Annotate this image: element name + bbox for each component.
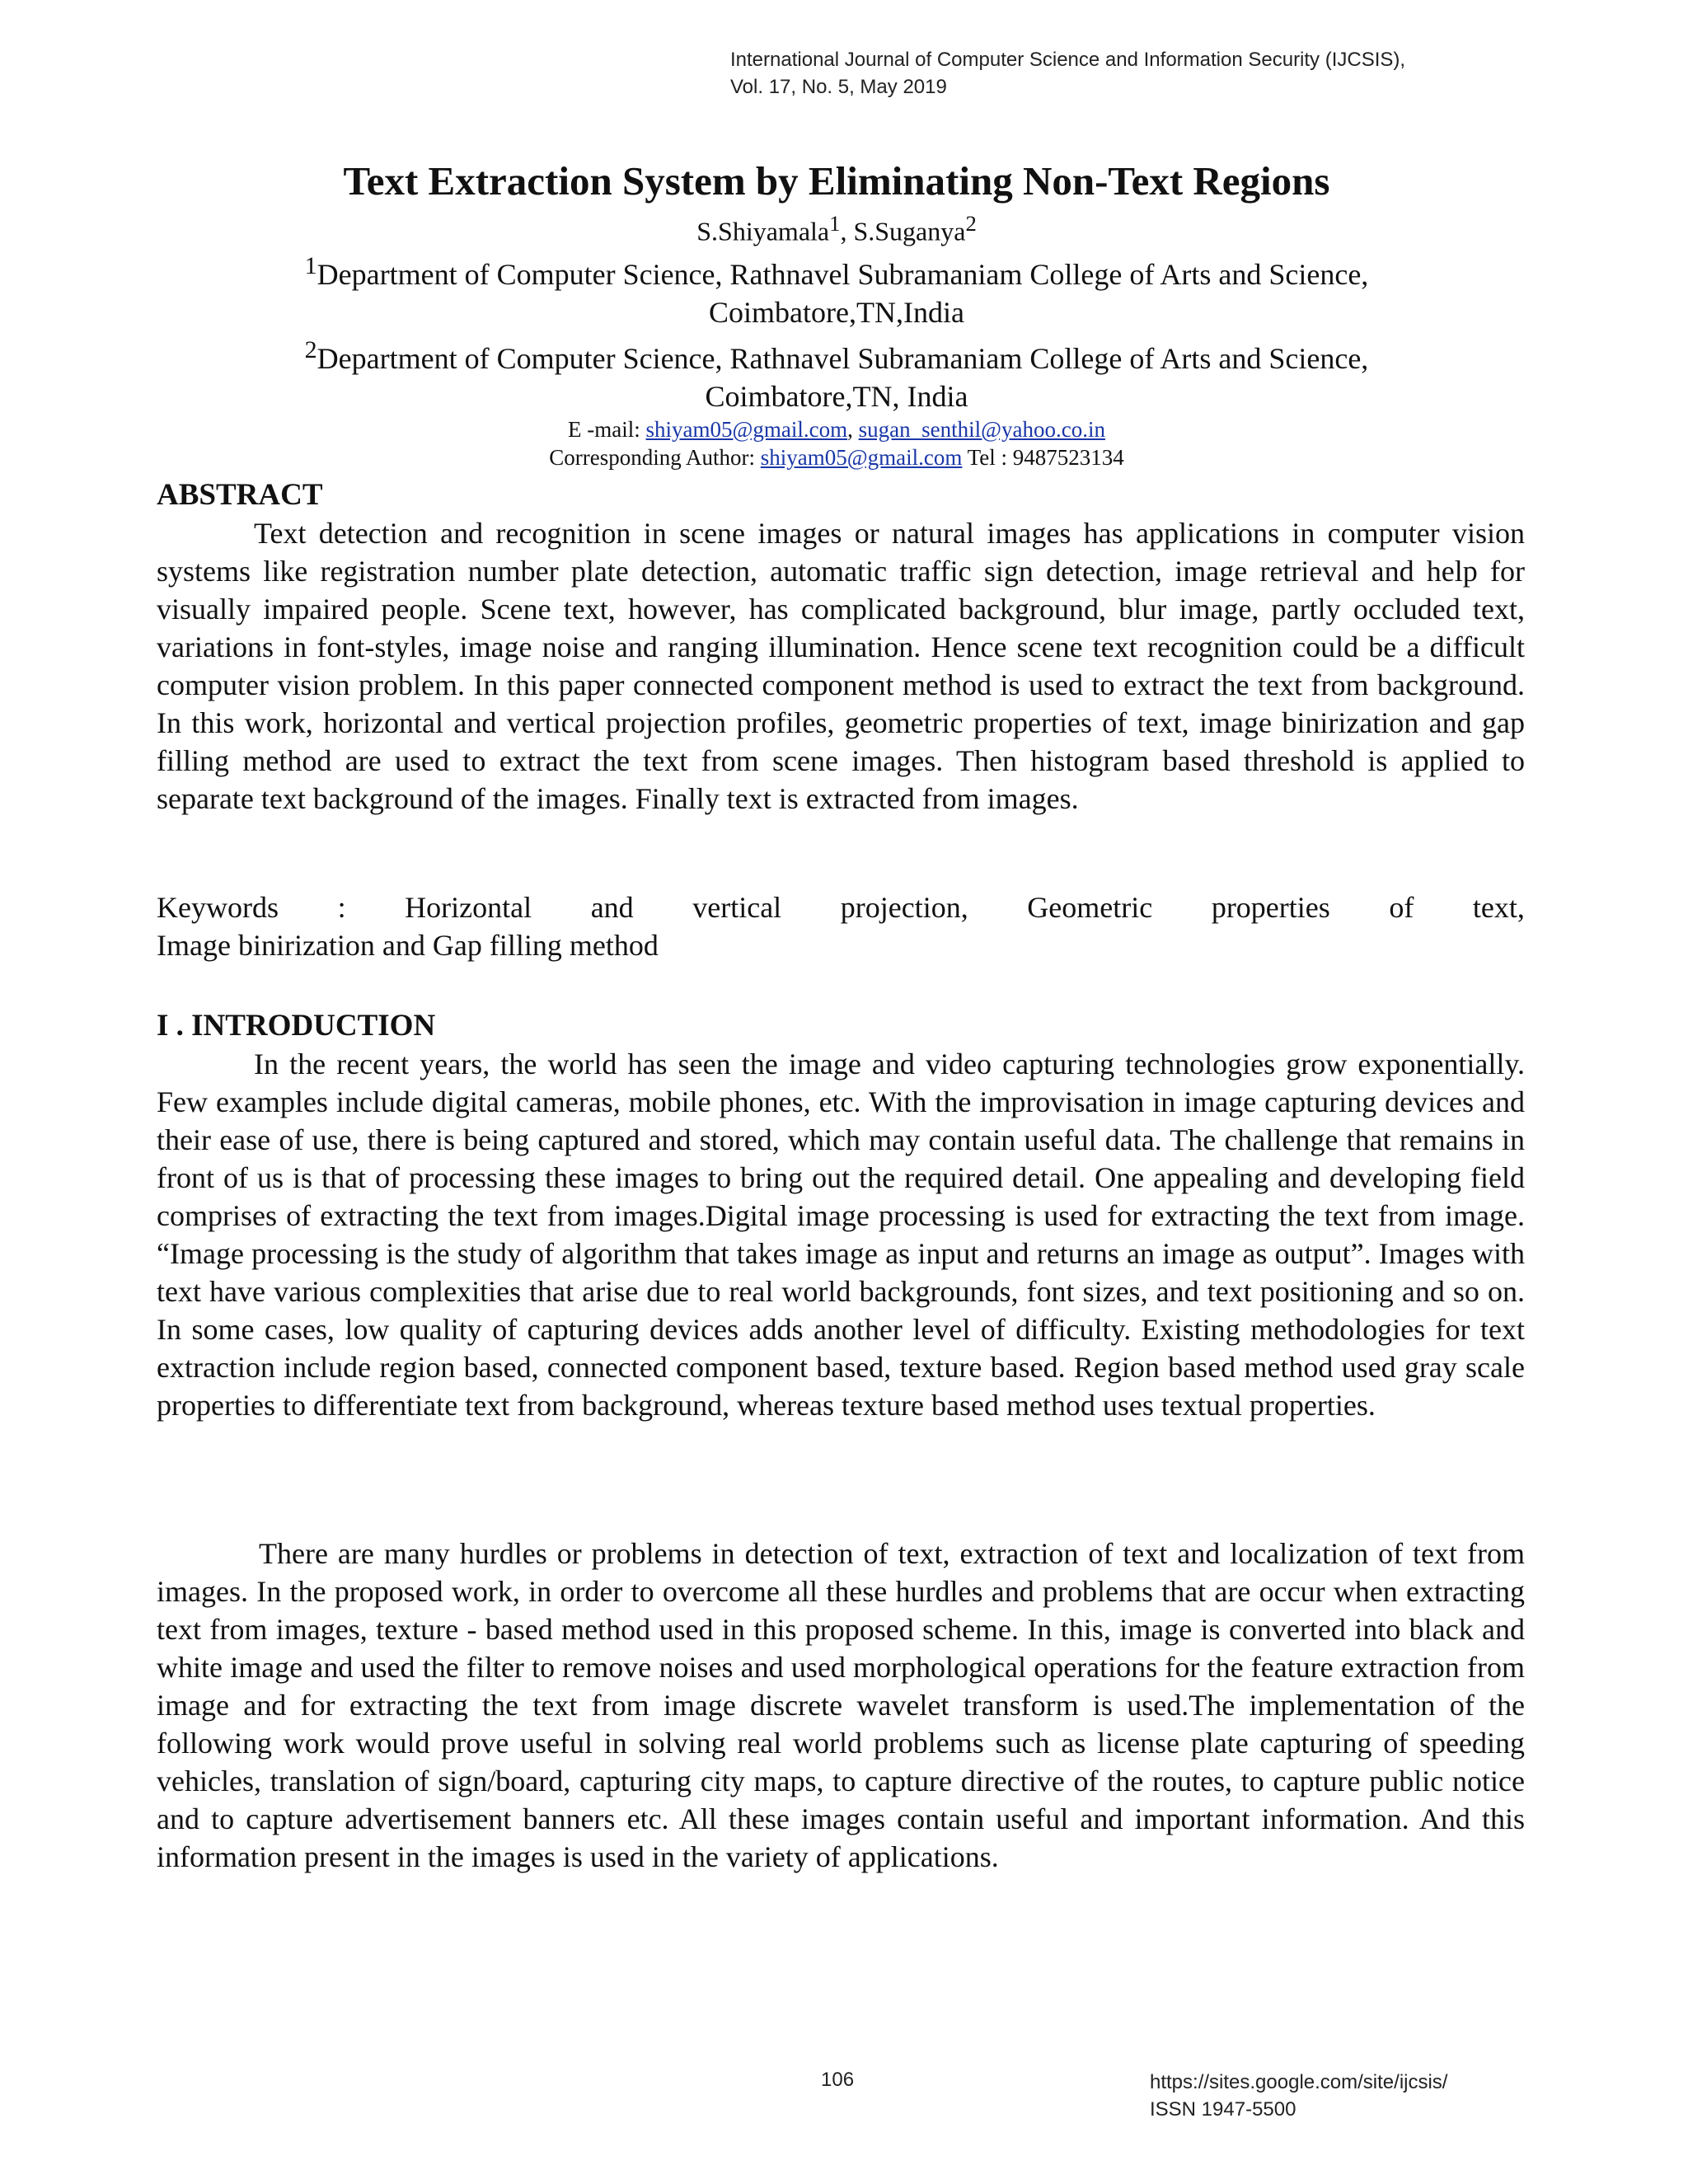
- keyword-word: :: [337, 891, 346, 924]
- author-separator: ,: [840, 216, 854, 246]
- authors: [148, 208, 1525, 247]
- affiliation-2: [148, 331, 1525, 415]
- corresponding-author-line: [148, 443, 1525, 471]
- corresponding-tel: Tel : 9487523134: [962, 444, 1124, 470]
- abstract-section: [157, 476, 1525, 818]
- email-link-1[interactable]: shiyam05@gmail.com: [645, 416, 848, 442]
- affiliation-1-line1: Department of Computer Science, Rathnavel Subramaniam College of Arts and Science,: [316, 257, 1369, 291]
- author-1-sup: 1: [829, 211, 841, 236]
- page-number: 106: [821, 2069, 855, 2091]
- author-1: S.Shiyamala: [696, 216, 830, 246]
- introduction-paragraph-2: There are many hurdles or problems in detection of text, extraction of text and localization of text from images. In the proposed work, in order to overcome all these hurdles and problems that are occur when extracting text from images, texture - based method used in this proposed scheme. In this, image is converted into black and white image and used the filter to remove noises and used morphological operations for the feature extraction from image and for extracting the text from image discrete wavelet transform is used.The implementation of the following work would prove useful in solving real world problems such as license plate capturing of speeding vehicles, translation of sign/board, capturing city maps, to capture directive of the routes, to capture public notice and to capture advertisement banners etc. All these images contain useful and important information. And this information present in the images is used in the variety of applications.: [157, 1537, 1525, 1873]
- keyword-word: vertical: [692, 891, 782, 924]
- abstract-text: Text detection and recognition in scene images or natural images has applications in computer vision systems like registration number plate detection, automatic traffic sign detection, image retrieval and help for visually impaired people. Scene text, however, has complicated background, blur image, partly occluded text, variations in font-styles, image noise and ranging illumination. Hence scene text recognition could be a difficult computer vision problem. In this paper connected component method is used to extract the text from background. In this work, horizontal and vertical projection profiles, geometric properties of text, image binirization and gap filling method are used to extract the text from scene images. Then histogram based threshold is applied to separate text background of the images. Finally text is extracted from images.: [157, 517, 1525, 815]
- keyword-word: Keywords: [157, 891, 279, 924]
- keywords-line-2: Image binirization and Gap filling method: [157, 929, 659, 962]
- journal-name: International Journal of Computer Science and Information Security (IJCSIS),: [730, 49, 1406, 71]
- keywords-section: [157, 888, 1525, 964]
- corresponding-label: Corresponding Author:: [549, 444, 761, 470]
- affiliation-2-line1: Department of Computer Science, Rathnavel Subramaniam College of Arts and Science,: [316, 341, 1369, 375]
- introduction-paragraph-1: In the recent years, the world has seen the image and video capturing technologies grow exponentially. Few examples include digital cameras, mobile phones, etc. With the improvisation in image capturing devices and their ease of use, there is being captured and stored, which may contain useful data. The challenge that remains in front of us is that of processing these images to bring out the required detail. One appealing and developing field comprises of extracting the text from images.Digital image processing is used for extracting the text from image. “Image processing is the study of algorithm that takes image as input and returns an image as output”. Images with text have various complexities that arise due to real world backgrounds, font sizes, and text positioning and so on. In some cases, low quality of capturing devices adds another level of difficulty. Existing methodologies for text extraction include region based, connected component based, texture based. Region based method used gray scale properties to differentiate text from background, whereas texture based method uses textual properties.: [157, 1047, 1525, 1422]
- keyword-word: text,: [1472, 891, 1525, 924]
- keywords-line-1: [157, 888, 1525, 926]
- email-separator: ,: [847, 416, 859, 442]
- author-2-sup: 2: [965, 211, 977, 236]
- footer-url: https://sites.google.com/site/ijcsis/: [1150, 2071, 1448, 2093]
- email-line: [148, 415, 1525, 443]
- affiliation-1: [148, 247, 1525, 331]
- keyword-word: Horizontal: [405, 891, 532, 924]
- affiliation-2-sup: 2: [304, 335, 317, 363]
- introduction-section-continued: [157, 1535, 1525, 1876]
- corresponding-email-link[interactable]: shiyam05@gmail.com: [760, 444, 963, 470]
- journal-header: [730, 46, 1405, 101]
- keyword-word: properties: [1211, 891, 1330, 924]
- keyword-word: Geometric: [1027, 891, 1153, 924]
- email-link-2[interactable]: sugan_senthil@yahoo.co.in: [858, 416, 1105, 442]
- paper-title: Text Extraction System by Eliminating Non-Text Regions: [343, 158, 1330, 204]
- title-block: [148, 155, 1525, 471]
- abstract-heading: ABSTRACT: [157, 478, 323, 512]
- affiliation-1-sup: 1: [304, 251, 317, 279]
- keyword-word: and: [590, 891, 634, 924]
- email-label: E -mail:: [568, 416, 646, 442]
- footer-issn: ISSN 1947-5500: [1150, 2098, 1296, 2121]
- keyword-word: of: [1389, 891, 1414, 924]
- introduction-section: [157, 1007, 1525, 1424]
- journal-volume: Vol. 17, No. 5, May 2019: [730, 76, 947, 98]
- keyword-word: projection,: [840, 891, 968, 924]
- affiliation-2-line2: Coimbatore,TN, India: [705, 379, 968, 413]
- introduction-heading: I . INTRODUCTION: [157, 1009, 436, 1043]
- footer-info: [1150, 2069, 1447, 2123]
- affiliation-1-line2: Coimbatore,TN,India: [709, 295, 964, 329]
- author-2: S.Suganya: [853, 216, 966, 246]
